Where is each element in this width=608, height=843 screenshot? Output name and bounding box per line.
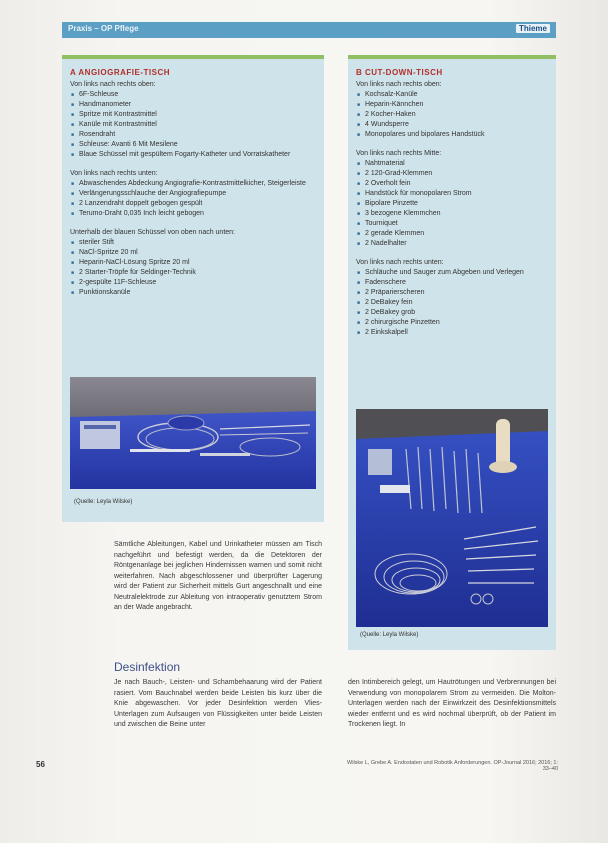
list-item: ■ Verlängerungsschlauche der Angiografiepumpe (70, 189, 316, 199)
list-item: ■ Punktionskanüle (70, 288, 316, 298)
list-item: ■ Fadenschere (356, 278, 548, 288)
section-header-bar (62, 22, 556, 38)
list-item: ■ Schläuche und Sauger zum Abgeben und Verlegen (356, 268, 548, 278)
angiography-photo-image (70, 377, 316, 489)
list-item: ■ Schleuse: Avanti 6 Mit Mesilene (70, 140, 316, 150)
list-item: ■ 2 Kocher-Haken (356, 110, 548, 120)
box-a-group-3 (70, 228, 316, 298)
list-item: ■ Heparin-NaCl-Lösung Spritze 20 ml (70, 258, 316, 268)
list-item: ■ Nahtmaterial (356, 159, 548, 169)
group-head: Von links nach rechts oben: (356, 81, 442, 88)
box-a-group-2 (70, 169, 316, 219)
publisher-logo: Thieme (516, 24, 550, 33)
list-item: ■ Handmanometer (70, 100, 316, 110)
cut-down-table-box (348, 55, 556, 650)
list-item: ■ 2 Nadelhalter (356, 239, 548, 249)
angiography-table-photo (70, 377, 316, 489)
bullet-list (70, 238, 316, 298)
box-a-caption: (Quelle: Leyla Wilske) (74, 499, 133, 505)
list-item: ■ 2 Einkskalpell (356, 328, 548, 338)
body-paragraph: Sämtliche Ableitungen, Kabel und Urinkatheter müssen am Tisch nachgeführt und befestigt werden, da die Detektoren der Röntgenanlage bei jeglichen Hindernissen warnen und somit nicht weiterfahren. Nach abgeschlossener und überprüfter Lagerung wird der Patient zur Sicherheit mittels Gurt angeschnallt und eine Neutralelektrode zur Ableitung von intraoperativ genutztem Strom an der Wade angebracht. (114, 541, 322, 611)
group-head: Von links nach rechts unten: (356, 259, 444, 266)
list-item: ■ Heparin-Kännchen (356, 100, 548, 110)
page-number: 56 (36, 760, 45, 769)
box-b-title: B CUT-DOWN-TISCH (356, 68, 443, 77)
list-item: ■ Monopolares und bipolares Handstück (356, 130, 548, 140)
group-head: Von links nach rechts oben: (70, 81, 156, 88)
list-item: ■ Rosendraht (70, 130, 316, 140)
body-column-right: den Intimbereich gelegt, um Hautrötungen und Verbrennungen bei Verwendung von monopolarem Strom zu vermeiden. Die Molton-Unterlagen werden nach der Einwirkzeit des Desinfektionsmittels wieder entfernt und es wird nochmal überprüft, ob der Patient im Trockenen liegt. In (348, 679, 556, 728)
section-heading: Desinfektion (114, 660, 181, 674)
list-item: ■ Kochsalz-Kanüle (356, 90, 548, 100)
list-item: ■ 2 Overholt fein (356, 179, 548, 189)
list-item: ■ 2 Präparierscheren (356, 288, 548, 298)
group-head: Von links nach rechts Mitte: (356, 150, 442, 157)
list-item: ■ Abwaschendes Abdeckung Angiografie-Kontrastmittelkicher, Steigerleiste (70, 179, 316, 189)
box-b-caption: (Quelle: Leyla Wilske) (360, 632, 419, 638)
box-b-group-1 (356, 80, 548, 140)
list-item: ■ 2-gespülte 11F-Schleuse (70, 278, 316, 288)
cut-down-photo-image (356, 409, 548, 627)
list-item: ■ 2 Starter-Tröpfe für Seldinger-Technik (70, 268, 316, 278)
list-item: ■ 2 DeBakey grob (356, 308, 548, 318)
list-item: ■ Kanüle mit Kontrastmittel (70, 120, 316, 130)
body-column-left: Je nach Bauch-, Leisten- und Schambehaarung wird der Patient rasiert. Vom Bauchnabel werden beide Leisten bis kurz über die Knie abgewaschen. Vor jeder Desinfektion werden Vlies-Unterlagen zum Aufsaugen von Flüssigkeiten unter beide Leisten und zwischen die Beine unter (114, 679, 322, 728)
list-item: ■ 2 120-Grad-Klemmen (356, 169, 548, 179)
list-item: ■ 4 Wundsperre (356, 120, 548, 130)
list-item: ■ 6F-Schleuse (70, 90, 316, 100)
cut-down-table-photo (356, 409, 548, 627)
list-item: ■ Spritze mit Kontrastmittel (70, 110, 316, 120)
box-a-group-1 (70, 80, 316, 160)
group-head: Unterhalb der blauen Schüssel von oben nach unten: (70, 229, 236, 236)
bullet-list (356, 90, 548, 140)
list-item: ■ Terumo-Draht 0,035 Inch leicht gebogen (70, 209, 316, 219)
list-item: ■ 3 bezogene Klemmchen (356, 209, 548, 219)
list-item: ■ steriler Stift (70, 238, 316, 248)
bullet-list (356, 268, 548, 338)
group-head: Von links nach rechts unten: (70, 170, 158, 177)
list-item: ■ NaCl-Spritze 20 ml (70, 248, 316, 258)
section-label: Praxis – OP Pflege (68, 24, 139, 33)
box-b-group-3 (356, 258, 548, 338)
list-item: ■ Bipolare Pinzette (356, 199, 548, 209)
box-b-group-2 (356, 149, 548, 249)
list-item: ■ 2 gerade Klemmen (356, 229, 548, 239)
angiography-table-box (62, 55, 324, 522)
list-item: ■ Blaue Schüssel mit gespültem Fogarty-Katheter und Vorratskatheter (70, 150, 316, 160)
bullet-list (70, 90, 316, 160)
list-item: ■ Tourniquet (356, 219, 548, 229)
box-a-title: A ANGIOGRAFIE-TISCH (70, 68, 171, 77)
list-item: ■ 2 Lanzendraht doppelt gebogen gespült (70, 199, 316, 209)
list-item: ■ Handstück für monopolaren Strom (356, 189, 548, 199)
list-item: ■ 2 chirurgische Pinzetten (356, 318, 548, 328)
list-item: ■ 2 DeBakey fein (356, 298, 548, 308)
citation-footer: Wilske L, Grebe A. Endostaten und Robotik Anforderungen. OP-Journal 2016; 2016; 1: 33–40 (347, 760, 558, 772)
bullet-list (70, 179, 316, 219)
bullet-list (356, 159, 548, 249)
